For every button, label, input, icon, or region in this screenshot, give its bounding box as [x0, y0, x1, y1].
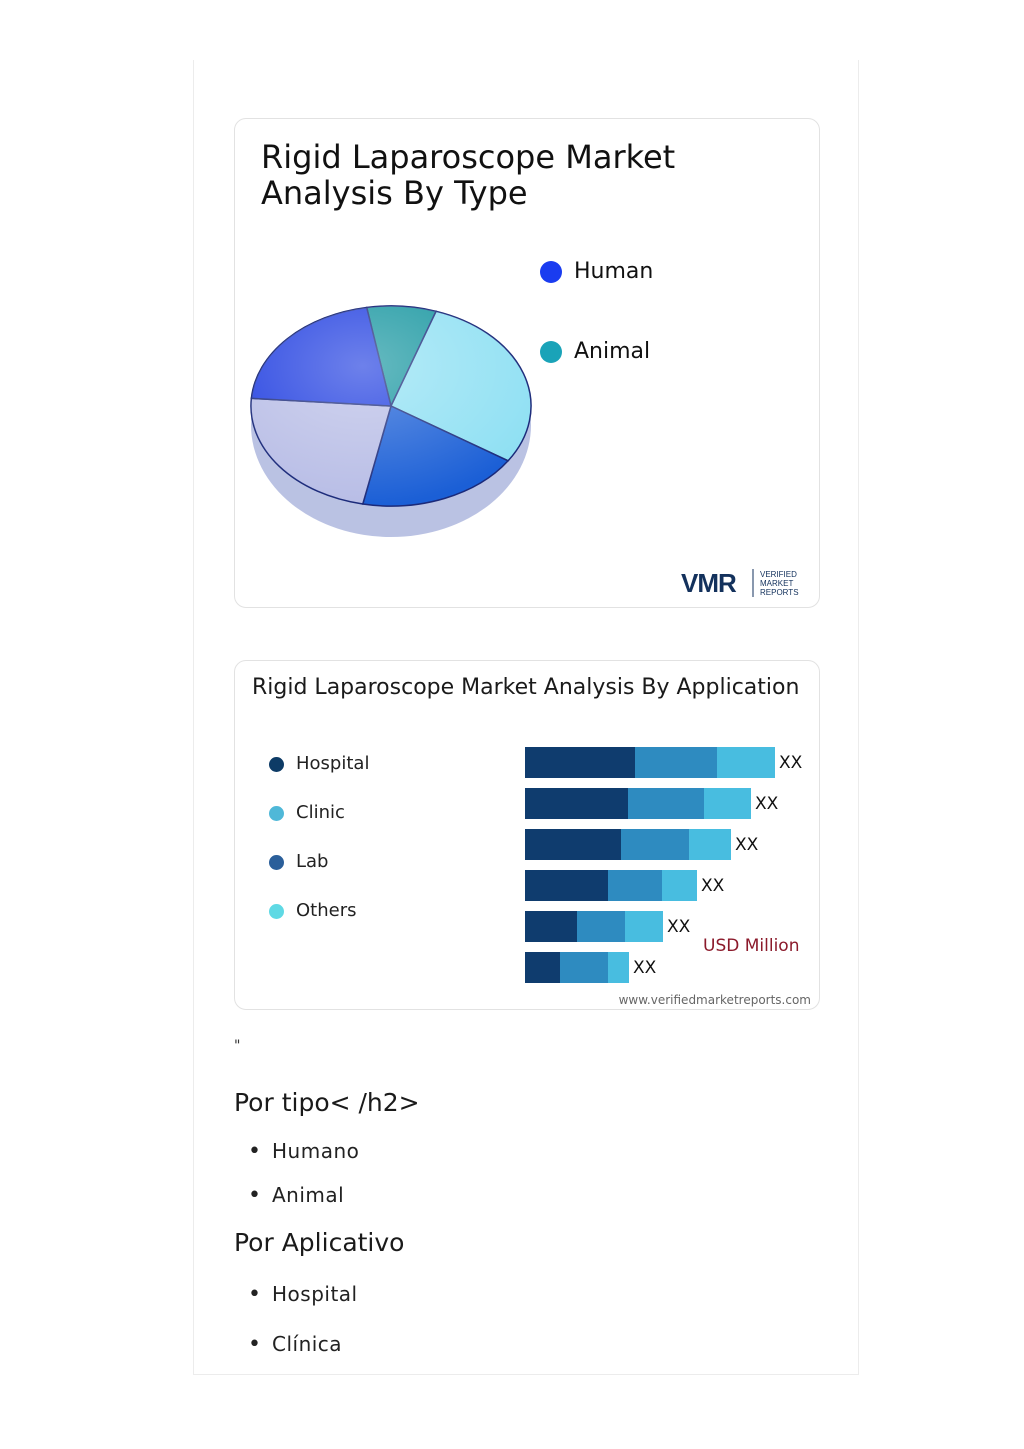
bar-row-1-label: XX: [779, 753, 803, 773]
bar-row-1-segment-1: [525, 747, 635, 778]
legend-label-animal: Animal: [574, 339, 651, 364]
bar-row-3-label: XX: [735, 835, 759, 855]
vmr-logo-mark: VMR: [681, 568, 736, 598]
list-item-hospital: • Hospital: [248, 1282, 358, 1307]
bar-row-5-segment-2: [577, 911, 625, 942]
legend-dot-others: [269, 904, 284, 919]
bar-row-1-segment-2: [635, 747, 717, 778]
list-item-clinica: • Clínica: [248, 1332, 342, 1357]
bar-row-3-segment-1: [525, 829, 621, 860]
legend-item-animal: [540, 339, 650, 364]
heading-by-type: Por tipo< /h2>: [234, 1088, 420, 1117]
legend-item-lab: [269, 851, 328, 872]
legend-label-others: Others: [296, 900, 357, 921]
application-chart-card: [234, 660, 820, 1010]
legend-dot-clinic: [269, 806, 284, 821]
type-chart-card: [234, 118, 820, 608]
pie-highlight: [251, 306, 531, 506]
legend-label-hospital: Hospital: [296, 753, 370, 774]
unit-label: USD Million: [703, 936, 800, 956]
list-item-humano: • Humano: [248, 1139, 359, 1164]
bar-row-4-label: XX: [701, 876, 725, 896]
legend-dot-hospital: [269, 757, 284, 772]
bar-row-6-segment-1: [525, 952, 560, 983]
legend-item-hospital: [269, 753, 369, 774]
bar-row-6-segment-2: [560, 952, 608, 983]
bar-row-5-label: XX: [667, 917, 691, 937]
heading-by-application: Por Aplicativo: [234, 1228, 405, 1257]
bar-row-4-segment-3: [662, 870, 697, 901]
legend-item-clinic: [269, 802, 345, 823]
legend-dot-human: [540, 261, 562, 283]
bar-row-3-segment-2: [621, 829, 689, 860]
type-chart-title: Rigid Laparoscope Market Analysis By Type: [261, 138, 676, 212]
legend-label-lab: Lab: [296, 851, 329, 872]
bar-row-2-segment-1: [525, 788, 628, 819]
bar-row-4-segment-1: [525, 870, 608, 901]
logo-text-3: REPORTS: [760, 588, 799, 597]
vmr-logo: [681, 565, 811, 601]
stray-quote: ": [234, 1038, 241, 1054]
list-item-animal: • Animal: [248, 1183, 344, 1208]
source-link[interactable]: www.verifiedmarketreports.com: [618, 993, 811, 1007]
bar-row-5-segment-3: [625, 911, 663, 942]
logo-text-2: MARKET: [760, 579, 794, 588]
legend-item-others: [269, 900, 357, 921]
bar-row-2-segment-2: [628, 788, 704, 819]
bar-row-5-segment-1: [525, 911, 577, 942]
type-pie-chart: [249, 301, 549, 551]
logo-text-1: VERIFIED: [760, 570, 797, 579]
legend-item-human: [540, 259, 653, 284]
bar-row-2-label: XX: [755, 794, 779, 814]
bar-row-3-segment-3: [689, 829, 731, 860]
application-chart-title: Rigid Laparoscope Market Analysis By Application: [252, 675, 800, 700]
legend-dot-lab: [269, 855, 284, 870]
legend-label-human: Human: [574, 259, 654, 284]
bar-row-1-segment-3: [717, 747, 775, 778]
bar-row-4-segment-2: [608, 870, 662, 901]
bar-row-6-segment-3: [608, 952, 629, 983]
legend-label-clinic: Clinic: [296, 802, 345, 823]
bar-row-2-segment-3: [704, 788, 751, 819]
bar-row-6-label: XX: [633, 958, 657, 978]
